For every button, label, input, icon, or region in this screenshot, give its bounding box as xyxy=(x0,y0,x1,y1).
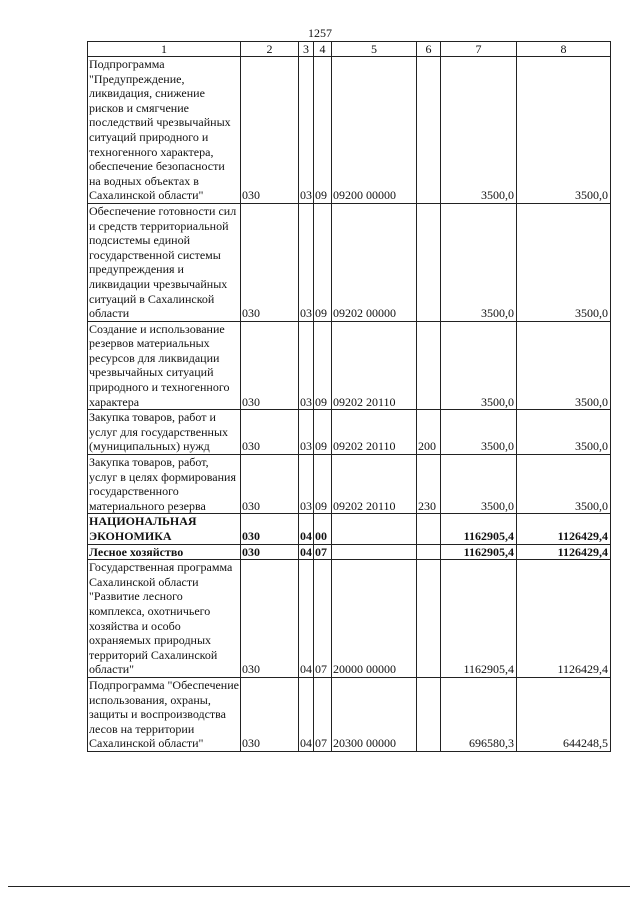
table-row xyxy=(88,455,611,514)
row-target: 09202 20110 xyxy=(332,455,417,514)
budget-table xyxy=(87,41,611,752)
row-section: 04 xyxy=(299,677,314,751)
header-cell: 2 xyxy=(241,42,299,57)
row-vr xyxy=(417,57,441,204)
row-name: Создание и использование резервов материальных ресурсов для ликвидации чрезвычайных ситуаций природного и техногенного характера xyxy=(88,321,241,410)
table-row xyxy=(88,57,611,204)
row-vr xyxy=(417,321,441,410)
row-vr xyxy=(417,677,441,751)
row-vr xyxy=(417,560,441,678)
row-vr xyxy=(417,514,441,544)
row-section: 03 xyxy=(299,455,314,514)
row-sum-1: 1162905,4 xyxy=(441,514,517,544)
table-row xyxy=(88,203,611,321)
row-code: 030 xyxy=(241,410,299,455)
row-code: 030 xyxy=(241,544,299,560)
row-vr: 200 xyxy=(417,410,441,455)
row-target: 09202 20110 xyxy=(332,321,417,410)
row-section: 03 xyxy=(299,203,314,321)
row-sum-2: 3500,0 xyxy=(517,203,611,321)
row-subsection: 07 xyxy=(314,560,332,678)
row-section: 04 xyxy=(299,514,314,544)
header-cell: 1 xyxy=(88,42,241,57)
row-subsection: 09 xyxy=(314,321,332,410)
header-cell: 4 xyxy=(314,42,332,57)
row-name: Закупка товаров, работ и услуг для государственных (муниципальных) нужд xyxy=(88,410,241,455)
row-subsection: 07 xyxy=(314,677,332,751)
row-subsection: 00 xyxy=(314,514,332,544)
header-cell: 6 xyxy=(417,42,441,57)
row-target xyxy=(332,544,417,560)
row-code: 030 xyxy=(241,677,299,751)
row-vr xyxy=(417,203,441,321)
row-name: Подпрограмма "Предупреждение, ликвидация, снижение рисков и смягчение последствий чрезвычайных ситуаций природного и техногенного характера, обеспечение безопасности на водных объектах в Сахалинской области" xyxy=(88,57,241,204)
table-header-row xyxy=(88,42,611,57)
row-sum-1: 3500,0 xyxy=(441,321,517,410)
row-sum-1: 696580,3 xyxy=(441,677,517,751)
row-target: 09202 20110 xyxy=(332,410,417,455)
row-name: Подпрограмма "Обеспечение использования, охраны, защиты и воспроизводства лесов на территории Сахалинской области" xyxy=(89,677,239,751)
row-name: Закупка товаров, работ, услуг в целях формирования государственного материального резерва xyxy=(88,455,241,514)
row-code: 030 xyxy=(241,321,299,410)
row-sum-1: 3500,0 xyxy=(441,410,517,455)
row-section: 04 xyxy=(299,560,314,678)
row-section: 04 xyxy=(300,544,312,559)
table-row xyxy=(88,544,611,560)
table-row xyxy=(88,410,611,455)
row-name: Государственная программа Сахалинской области "Развитие лесного комплекса, охотничьего хозяйства и особо охраняемых природных территорий Сахалинской области" xyxy=(88,560,241,678)
row-target: 09200 00000 xyxy=(332,57,417,204)
row-sum-2: 3500,0 xyxy=(517,455,611,514)
table-row xyxy=(88,321,611,410)
row-subsection: 09 xyxy=(314,455,332,514)
row-subsection: 07 xyxy=(314,544,332,560)
row-vr: 230 xyxy=(417,455,441,514)
row-code: 030 xyxy=(241,560,299,678)
row-sum-2: 3500,0 xyxy=(517,410,611,455)
row-sum-1: 3500,0 xyxy=(441,455,517,514)
header-cell: 3 xyxy=(299,42,314,57)
row-target: 09202 00000 xyxy=(332,203,417,321)
row-name: НАЦИОНАЛЬНАЯ ЭКОНОМИКА xyxy=(88,514,241,544)
row-sum-1: 3500,0 xyxy=(441,203,517,321)
row-subsection: 09 xyxy=(314,203,332,321)
row-sum-2: 1126429,4 xyxy=(517,544,611,560)
header-cell: 5 xyxy=(332,42,417,57)
row-code: 030 xyxy=(241,203,299,321)
header-cell: 8 xyxy=(517,42,611,57)
footer-divider xyxy=(8,886,630,887)
row-name: Лесное хозяйство xyxy=(88,544,241,560)
row-code: 030 xyxy=(241,455,299,514)
row-name: Обеспечение готовности сил и средств территориальной подсистемы единой государственной системы предупреждения и ликвидации чрезвычайных ситуаций в Сахалинской области xyxy=(88,203,241,321)
row-sum-1: 3500,0 xyxy=(441,57,517,204)
row-sum-1: 1162905,4 xyxy=(441,560,517,678)
row-sum-2: 3500,0 xyxy=(517,321,611,410)
row-sum-2: 1126429,4 xyxy=(517,560,611,678)
row-target: 20000 00000 xyxy=(332,560,417,678)
table-row xyxy=(88,677,611,751)
row-sum-1: 1162905,4 xyxy=(441,544,517,560)
row-section: 03 xyxy=(299,321,314,410)
table-row xyxy=(88,560,611,678)
page-number: 1257 xyxy=(308,26,332,40)
row-sum-2: 1126429,4 xyxy=(517,514,611,544)
row-subsection: 09 xyxy=(314,57,332,204)
table-row xyxy=(88,514,611,544)
row-sum-2: 644248,5 xyxy=(517,677,611,751)
header-cell: 7 xyxy=(441,42,517,57)
row-section: 03 xyxy=(299,410,314,455)
row-sum-2: 3500,0 xyxy=(517,57,611,204)
row-section: 03 xyxy=(299,57,314,204)
row-code: 030 xyxy=(241,514,299,544)
row-code: 030 xyxy=(241,57,299,204)
row-subsection: 09 xyxy=(314,410,332,455)
row-target: 20300 00000 xyxy=(332,677,417,751)
row-vr xyxy=(417,544,441,560)
row-target xyxy=(332,514,417,544)
